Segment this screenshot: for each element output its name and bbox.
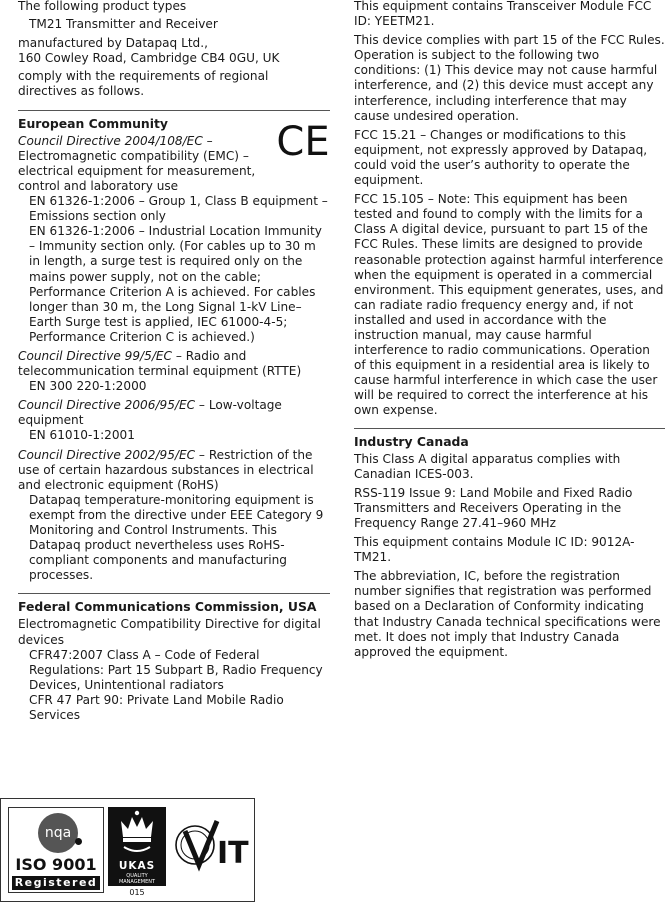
- fcc-reg-part90: CFR 47 Part 90: Private Land Mobile Radio Services: [29, 692, 284, 723]
- eu-std-immunity: EN 61326-1:2006 – Industrial Location Immunity – Immunity section only. (For cables up to 30 m in length, a surge test is required only on the mains power supply, not on the cable; Performance Criterion A is achieved. For cables longer than 30 m, the Long Signal 1-kV Line–Earth Surge test is applied, IEC 61000-4-5; Performance Criterion C is achieved.): [29, 224, 322, 344]
- divider: [18, 593, 330, 594]
- ukas-label: UKAS: [118, 860, 156, 872]
- ukas-logo: [108, 807, 166, 886]
- eu-directive-emc: Council Directive 2004/108/EC – Electromagnetic compatibility (EMC) – electrical equipment for measurement, control and laboratory use: [18, 133, 256, 193]
- product-name: TM21 Transmitter and Receiver: [29, 17, 218, 32]
- eu-heading: European Community: [18, 115, 168, 131]
- iso-label: ISO 9001: [15, 855, 97, 874]
- fcc-emc-directive: Electromagnetic Compatibility Directive for digital devices: [18, 617, 321, 647]
- fcc-15-21: FCC 15.21 – Changes or modifications to this equipment, not expressly approved by Datapaq, could void the user’s authority to operate the equipment.: [354, 127, 648, 188]
- right-column: [354, 0, 665, 660]
- ic-abbreviation-note: The abbreviation, IC, before the registration number signifies that registration was performed based on a Declaration of Conformity indicating that Industry Canada technical specifications were met. It does not imply that Industry Canada approved the equipment.: [354, 569, 661, 659]
- vit-registered-logo-icon: [173, 817, 253, 877]
- address: 160 Cowley Road, Cambridge CB4 0GU, UK: [18, 51, 280, 66]
- ukas-number: 015: [129, 888, 145, 897]
- divider: [18, 110, 330, 111]
- svg-text:CE: CE: [276, 120, 330, 160]
- eu-rohs-text: Datapaq temperature-monitoring equipment is exempt from the directive under EEE Category 9 Monitoring and Control Instruments. This Datapaq product nevertheless uses RoHS-compliant components and manufacturing processes.: [29, 492, 324, 583]
- manufacturer: manufactured by Datapaq Ltd.,: [18, 36, 208, 51]
- ic-ices: This Class A digital apparatus complies with Canadian ICES-003.: [354, 451, 621, 481]
- intro-line1: The following product types: [18, 0, 187, 13]
- eu-std-emissions: EN 61326-1:2006 – Group 1, Class B equipment – Emissions section only: [29, 194, 328, 224]
- nqa-dot-icon: [75, 838, 82, 845]
- registered-label: Registered: [12, 876, 100, 890]
- ic-rss119: RSS-119 Issue 9: Land Mobile and Fixed Radio Transmitters and Receivers Operating in the Frequency Range 27.41–960 MHz: [354, 485, 633, 530]
- ce-mark-icon: [276, 120, 330, 160]
- fcc-15-105: FCC 15.105 – Note: This equipment has been tested and found to comply with the limits for a Class A digital device, pursuant to part 15 of the FCC Rules. These limits are designed to provide reasonable protection against harmful interference when the equipment is operated in a commercial environment. This equipment generates, uses, and can radiate radio frequency energy and, if not installed and used in accordance with the instruction manual, may cause harmful interference to radio communications. Operation of this equipment in a residential area is likely to cause harmful interference in which case the user will be required to correct the interference at his own expense.: [354, 192, 664, 418]
- left-column: [18, 0, 330, 723]
- ic-heading: Industry Canada: [354, 433, 469, 449]
- eu-directive-rtte: Council Directive 99/5/EC – Radio and telecommunication terminal equipment (RTTE): [18, 348, 302, 379]
- crown-icon: [108, 807, 166, 859]
- eu-directive-rohs: Council Directive 2002/95/EC – Restriction of the use of certain hazardous substances in electrical and electronic equipment (RoHS): [18, 447, 314, 492]
- fcc-part15-statement: This device complies with part 15 of the FCC Rules. Operation is subject to the following two conditions: (1) This device may not cause harmful interference, and (2) this device must accept any interference, including interference that may cause undesired operation.: [354, 33, 665, 123]
- intro-compliance: comply with the requirements of regional directives as follows.: [18, 69, 269, 99]
- eu-std-lowvoltage: EN 61010-1:2001: [29, 428, 135, 443]
- ic-module-id: This equipment contains Module IC ID: 9012A-TM21.: [354, 535, 635, 565]
- svg-text:IT: IT: [217, 836, 249, 871]
- fcc-heading: Federal Communications Commission, USA: [18, 599, 317, 615]
- ukas-subtitle: QUALITY MANAGEMENT: [118, 873, 156, 885]
- divider: [354, 428, 665, 429]
- eu-std-rtte: EN 300 220-1:2000: [29, 379, 147, 394]
- eu-directive-lowvoltage: Council Directive 2006/95/EC – Low-voltage equipment: [18, 398, 282, 428]
- iso9001-logo: [8, 807, 104, 893]
- fcc-module-id: This equipment contains Transceiver Module FCC ID: YEETM21.: [354, 0, 652, 29]
- certification-logos: [0, 798, 255, 902]
- nqa-logo-icon: nqa: [38, 813, 78, 853]
- fcc-reg-part15: CFR47:2007 Class A – Code of Federal Regulations: Part 15 Subpart B, Radio Frequency Devices, Unintentional radiators: [29, 647, 323, 692]
